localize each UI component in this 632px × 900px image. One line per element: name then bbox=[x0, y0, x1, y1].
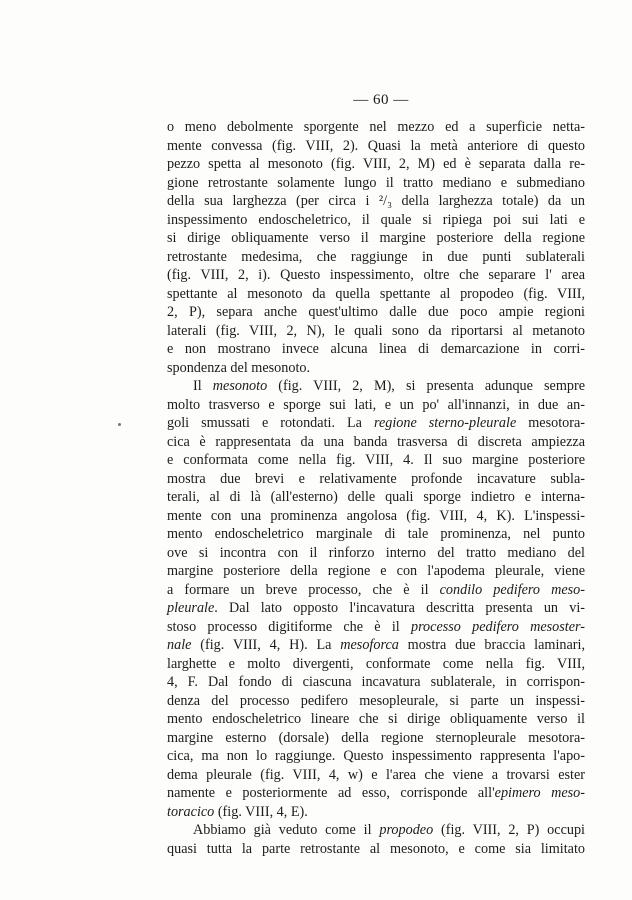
text-segment: larghette e molto divergenti, conformate come nella fig. VIII, bbox=[167, 655, 585, 672]
italic-text: epimero meso- bbox=[494, 785, 586, 801]
text-line bbox=[167, 821, 585, 840]
text-line bbox=[167, 340, 585, 359]
text-segment: mostra due brevi e relativamente profonde incavature subla- bbox=[167, 470, 585, 487]
text-segment: (fig. VIII, 2, P) occupi bbox=[433, 822, 585, 838]
text-segment: Abbiamo già veduto come il bbox=[193, 822, 380, 838]
text-line bbox=[167, 655, 585, 674]
italic-text: toracico bbox=[167, 803, 215, 820]
text-line bbox=[167, 192, 585, 211]
italic-text: mesoforca bbox=[340, 637, 399, 653]
text-segment: terali, al di là (all'esterno) delle quali sporge indietro e interna- bbox=[167, 489, 585, 505]
text-line bbox=[167, 285, 585, 304]
italic-text: propodeo bbox=[379, 822, 434, 838]
text-segment: dema pleurale (fig. VIII, 4, w) e l'area che viene a trovarsi ester bbox=[167, 766, 585, 783]
text-line bbox=[167, 433, 585, 452]
text-line bbox=[167, 137, 585, 156]
text-segment: ove si incontra con il rinforzo interno del tratto mediano del bbox=[167, 544, 585, 561]
text-line bbox=[167, 322, 585, 341]
text-segment: spondenza del mesonoto. bbox=[167, 359, 311, 376]
text-segment: molto trasverso e sporge sui lati, e un po' all'innanzi, in due an- bbox=[167, 396, 585, 413]
text-segment: . Dal lato opposto l'incavatura descritta presenta un vi- bbox=[214, 600, 585, 616]
text-line bbox=[167, 211, 585, 230]
text-line bbox=[167, 377, 585, 396]
text-line bbox=[167, 414, 585, 433]
text-segment: margine esterno (dorsale) della regione sternopleurale mesotora- bbox=[167, 729, 585, 746]
text-line bbox=[167, 525, 585, 544]
text-line bbox=[167, 729, 585, 748]
text-segment: denza del processo pedifero mesopleurale, si parte un inspessi- bbox=[167, 692, 585, 709]
italic-text: nale bbox=[167, 637, 192, 653]
text-line bbox=[167, 396, 585, 415]
text-line bbox=[167, 784, 585, 803]
text-segment: mento endoscheletrico marginale di tale prominenza, nel punto bbox=[167, 526, 585, 542]
italic-text: condilo pedifero meso- bbox=[439, 581, 585, 598]
text-segment: retrostante medesima, che raggiunge in due punti sublaterali bbox=[167, 248, 585, 265]
italic-text: regione sterno-pleurale bbox=[373, 415, 517, 431]
text-line bbox=[167, 359, 585, 378]
text-line bbox=[167, 673, 585, 692]
text-segment: mento endoscheletrico lineare che si dirige obliquamente verso il bbox=[167, 711, 585, 727]
body-text bbox=[167, 118, 585, 858]
text-line bbox=[167, 747, 585, 766]
text-line bbox=[167, 544, 585, 563]
text-line bbox=[167, 174, 585, 193]
text-segment: 2, P), separa anche quest'ultimo dalle due poco ampie regioni bbox=[167, 304, 585, 320]
text-line bbox=[167, 229, 585, 248]
text-segment: quasi tutta la parte retrostante al mesonoto, e come sia limitato bbox=[167, 840, 585, 857]
text-segment: cica, ma non lo raggiunge. Questo inspessimento rappresenta l'apo- bbox=[167, 748, 585, 764]
text-line bbox=[167, 470, 585, 489]
text-line bbox=[167, 692, 585, 711]
text-segment: pezzo spetta al mesonoto (fig. VIII, 2, M) ed è separata dalla re- bbox=[167, 156, 585, 172]
text-segment: (fig. VIII, 2, M), si presenta adunque sempre bbox=[267, 378, 585, 394]
italic-text: processo pedifero mesoster- bbox=[410, 618, 585, 635]
text-segment: goli smussati e rotondati. La bbox=[167, 415, 374, 431]
text-segment: si dirige obliquamente verso il margine posteriore della regione bbox=[167, 230, 585, 246]
text-segment: a formare un breve processo, che è il bbox=[167, 581, 440, 598]
text-line bbox=[167, 636, 585, 655]
text-segment: 4, F. Dal fondo di ciascuna incavatura sublaterale, in corrispon- bbox=[167, 674, 585, 690]
text-line bbox=[167, 266, 585, 285]
text-line bbox=[167, 562, 585, 581]
text-segment: o meno debolmente sporgente nel mezzo ed a superficie netta- bbox=[167, 119, 585, 135]
italic-text: mesonoto bbox=[212, 378, 268, 394]
margin-speck bbox=[118, 423, 121, 426]
text-line bbox=[167, 581, 585, 600]
text-segment: cica è rappresentata da una banda trasversa di discreta ampiezza bbox=[167, 433, 585, 450]
text-line bbox=[167, 248, 585, 267]
text-line bbox=[167, 766, 585, 785]
text-segment: margine posteriore della regione e con l'apodema pleurale, viene bbox=[167, 563, 585, 579]
text-segment: mente con una prominenza angolosa (fig. VIII, 4, K). L'inspessi- bbox=[167, 507, 585, 524]
text-segment: Il bbox=[193, 378, 213, 394]
text-segment: e conformata come nella fig. VIII, 4. Il suo margine posteriore bbox=[167, 452, 585, 468]
text-segment: namente e posteriormente ad esso, corrisponde all' bbox=[167, 785, 495, 801]
text-segment: (fig. VIII, 4, H). La bbox=[191, 637, 341, 653]
text-segment: (fig. VIII, 2, i). Questo inspessimento, oltre che separare l' area bbox=[167, 267, 585, 283]
text-segment: inspessimento endoscheletrico, il quale si ripiega poi sui lati e bbox=[167, 211, 585, 228]
text-line bbox=[167, 155, 585, 174]
text-segment: mostra due braccia laminari, bbox=[398, 637, 586, 653]
text-line bbox=[167, 599, 585, 618]
text-line bbox=[167, 803, 585, 822]
text-line bbox=[167, 710, 585, 729]
text-segment: mente convessa (fig. VIII, 2). Quasi la metà anteriore di questo bbox=[167, 137, 585, 154]
text-line bbox=[167, 840, 585, 859]
text-segment: laterali (fig. VIII, 2, N), le quali sono da riportarsi al metanoto bbox=[167, 322, 585, 339]
text-line bbox=[167, 118, 585, 137]
text-segment: spettante al mesonoto da quella spettante al propodeo (fig. VIII, bbox=[167, 285, 585, 302]
text-segment: stoso processo digitiforme che è il bbox=[167, 618, 411, 635]
text-line bbox=[167, 303, 585, 322]
text-segment: mesotora- bbox=[516, 415, 585, 431]
italic-text: pleurale bbox=[167, 600, 215, 616]
text-segment: e non mostrano invece alcuna linea di demarcazione in corri- bbox=[167, 341, 585, 357]
text-segment: gione retrostante solamente lungo il tratto mediano e submediano bbox=[167, 174, 585, 191]
text-line bbox=[167, 488, 585, 507]
text-line bbox=[167, 618, 585, 637]
text-segment: (fig. VIII, 4, E). bbox=[214, 803, 308, 820]
text-segment: della sua larghezza (per circa i ²/₃ della larghezza totale) da un bbox=[167, 193, 585, 209]
text-line bbox=[167, 507, 585, 526]
text-line bbox=[167, 451, 585, 470]
page-number: — 60 — bbox=[353, 92, 409, 108]
